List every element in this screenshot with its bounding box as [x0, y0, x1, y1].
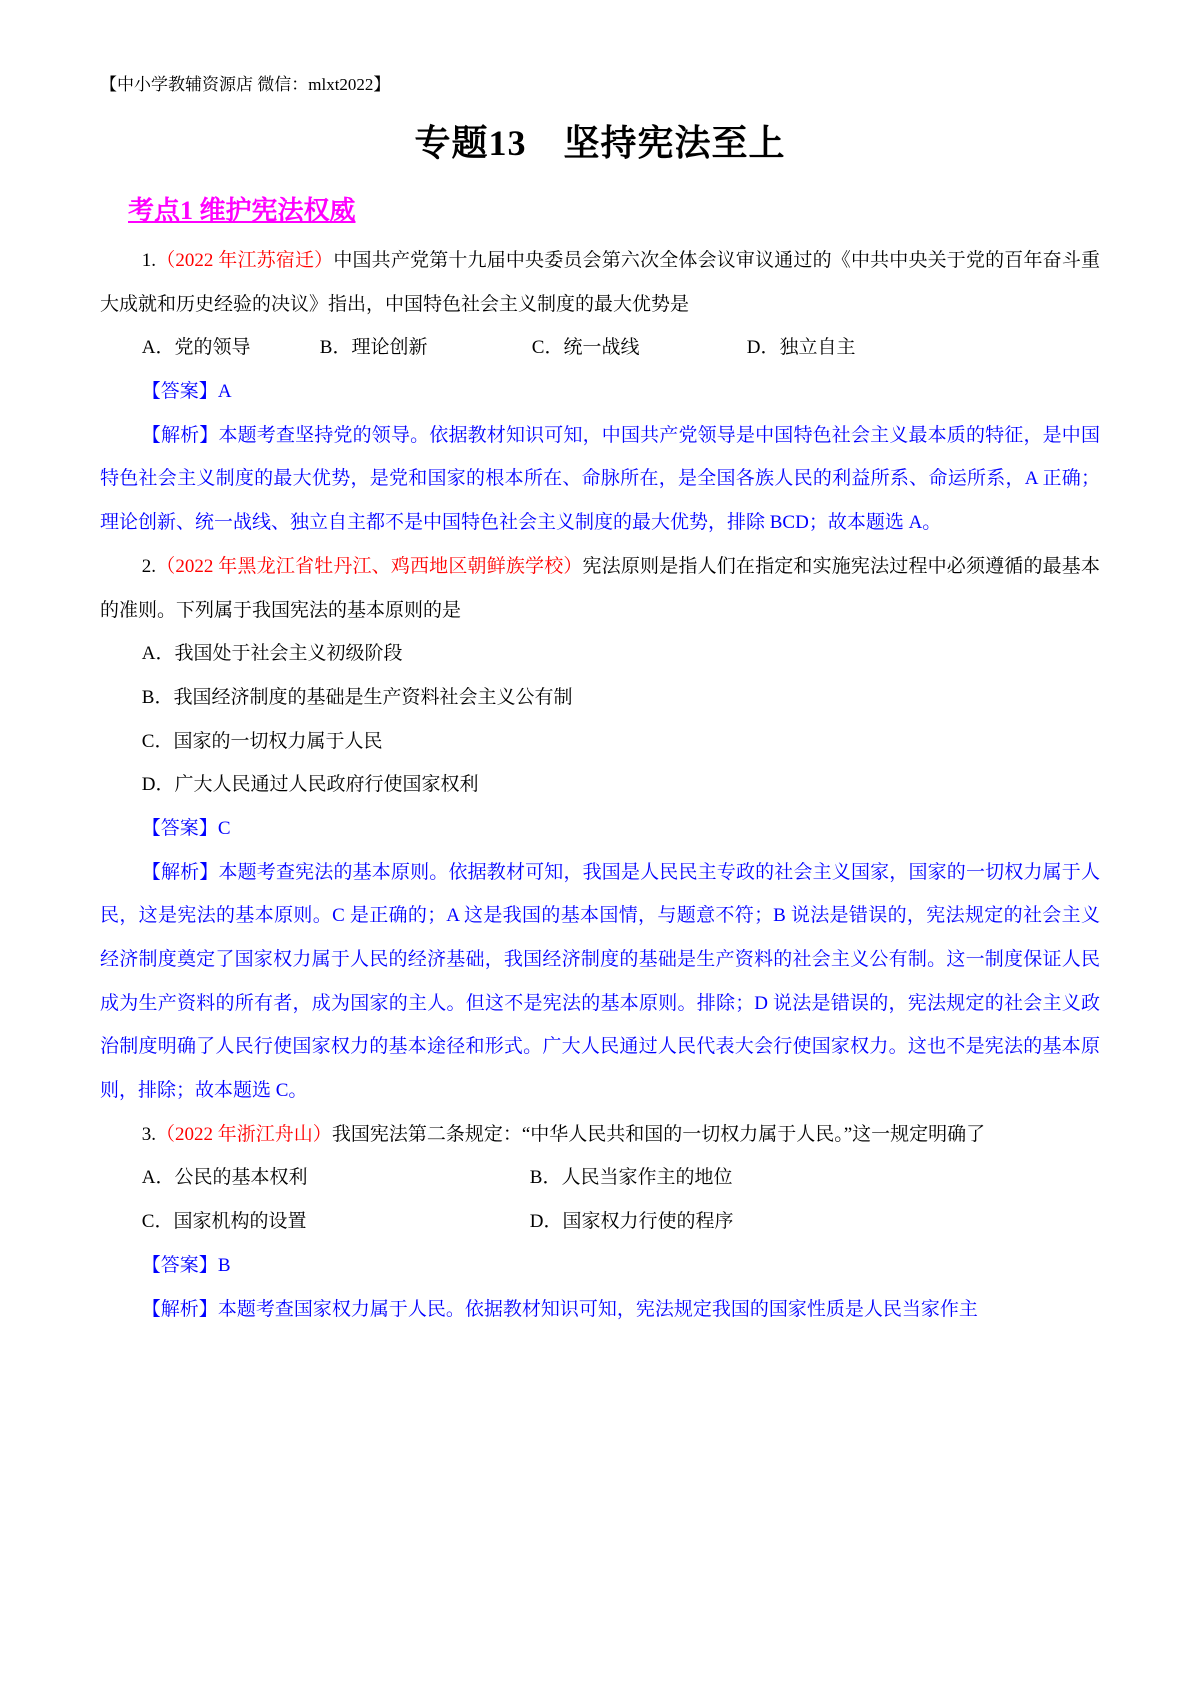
answer-label: 【答案】 [141, 1254, 218, 1276]
question-text: 中国共产党第十九届中央委员会第六次全体会议审议通过的《中共中央关于党的百年奋斗重大成就和历史经验的决议》指出，中国特色社会主义制度的最大优势是 [100, 250, 1100, 315]
question-source: （2022 年江苏宿迁） [156, 250, 334, 271]
section-heading: 考点1 维护宪法权威 [128, 196, 356, 225]
question-source: （2022 年黑龙江省牡丹江、鸡西地区朝鲜族学校） [156, 555, 583, 577]
question-stem [100, 545, 1100, 632]
question-number: 1. [141, 250, 157, 271]
analysis-text: 本题考查国家权力属于人民。依据教材知识可知，宪法规定我国的国家性质是人民当家作主 [217, 1298, 978, 1320]
options-row [100, 326, 1100, 370]
answer-value: A [217, 381, 232, 403]
answer-line [100, 807, 1100, 851]
answer-label: 【答案】 [141, 817, 218, 839]
option-d: D．国家权力行使的程序 [529, 1211, 734, 1233]
analysis-paragraph [100, 1288, 1100, 1332]
question-block-2 [100, 545, 1100, 1113]
option-b: B．理论创新 [319, 337, 428, 359]
analysis-label: 【解析】 [141, 861, 219, 883]
question-text: 宪法原则是指人们在指定和实施宪法过程中必须遵循的最基本的准则。下列属于我国宪法的基本原则的是 [100, 555, 1100, 621]
answer-line [100, 1244, 1100, 1288]
option-d: D．独立自主 [746, 337, 856, 359]
analysis-label: 【解析】 [141, 424, 219, 446]
answer-value: C [217, 817, 231, 839]
option-c: C．统一战线 [531, 337, 640, 359]
question-stem [100, 239, 1100, 326]
option-b: B．我国经济制度的基础是生产资料社会主义公有制 [141, 686, 573, 708]
answer-line [100, 370, 1100, 414]
option-c: C．国家的一切权力属于人民 [141, 730, 383, 752]
option-a: A．公民的基本权利 [141, 1167, 308, 1189]
document-title: 专题13 坚持宪法至上 [414, 123, 786, 163]
option-a: A．党的领导 [141, 337, 251, 359]
question-block-1 [100, 239, 1100, 545]
options-list [100, 632, 1100, 807]
analysis-paragraph [100, 414, 1100, 545]
analysis-text: 本题考查宪法的基本原则。依据教材可知，我国是人民民主专政的社会主义国家，国家的一切权力属于人民，这是宪法的基本原则。C 是正确的；A 这是我国的基本国情，与题意不符；B 说法是错误的，宪法规定的社会主义经济制度奠定了国家权力属于人民的经济基础，我国经济制度的基础是生产资料的社会主义公有制。这一制度保证人民成为生产资料的所有者，成为国家的主人。但这不是宪法的基本原则。排除；D 说法是错误的，宪法规定的社会主义政治制度明确了人民行使国家权力的基本途径和形式。广大人民通过人民代表大会行使国家权力。这也不是宪法的基本原则，排除；故本题选 C。 [100, 861, 1100, 1102]
answer-label: 【答案】 [141, 381, 218, 403]
analysis-label: 【解析】 [141, 1298, 218, 1320]
option-b: B．人民当家作主的地位 [529, 1167, 733, 1189]
option-d: D．广大人民通过人民政府行使国家权利 [141, 774, 479, 796]
analysis-text: 本题考查坚持党的领导。依据教材知识可知，中国共产党领导是中国特色社会主义最本质的特征，是中国特色社会主义制度的最大优势，是党和国家的根本所在、命脉所在，是全国各族人民的利益所系、命运所系，A 正确；理论创新、统一战线、独立自主都不是中国特色社会主义制度的最大优势，排除 BCD；故本题选 A。 [100, 424, 1100, 534]
option-a: A．我国处于社会主义初级阶段 [141, 643, 403, 665]
answer-value: B [217, 1254, 231, 1276]
question-text: 我国宪法第二条规定：“中华人民共和国的一切权力属于人民。”这一规定明确了 [331, 1123, 986, 1145]
options-grid [100, 1156, 1100, 1243]
question-source: （2022 年浙江舟山） [156, 1123, 332, 1145]
option-c: C．国家机构的设置 [141, 1211, 307, 1233]
store-watermark: 【中小学教辅资源店 微信：mlxt2022】 [100, 75, 391, 94]
question-number: 2. [141, 555, 157, 577]
analysis-paragraph [100, 851, 1100, 1113]
question-block-3 [100, 1113, 1100, 1331]
question-stem [100, 1113, 1100, 1157]
question-number: 3. [141, 1123, 157, 1145]
